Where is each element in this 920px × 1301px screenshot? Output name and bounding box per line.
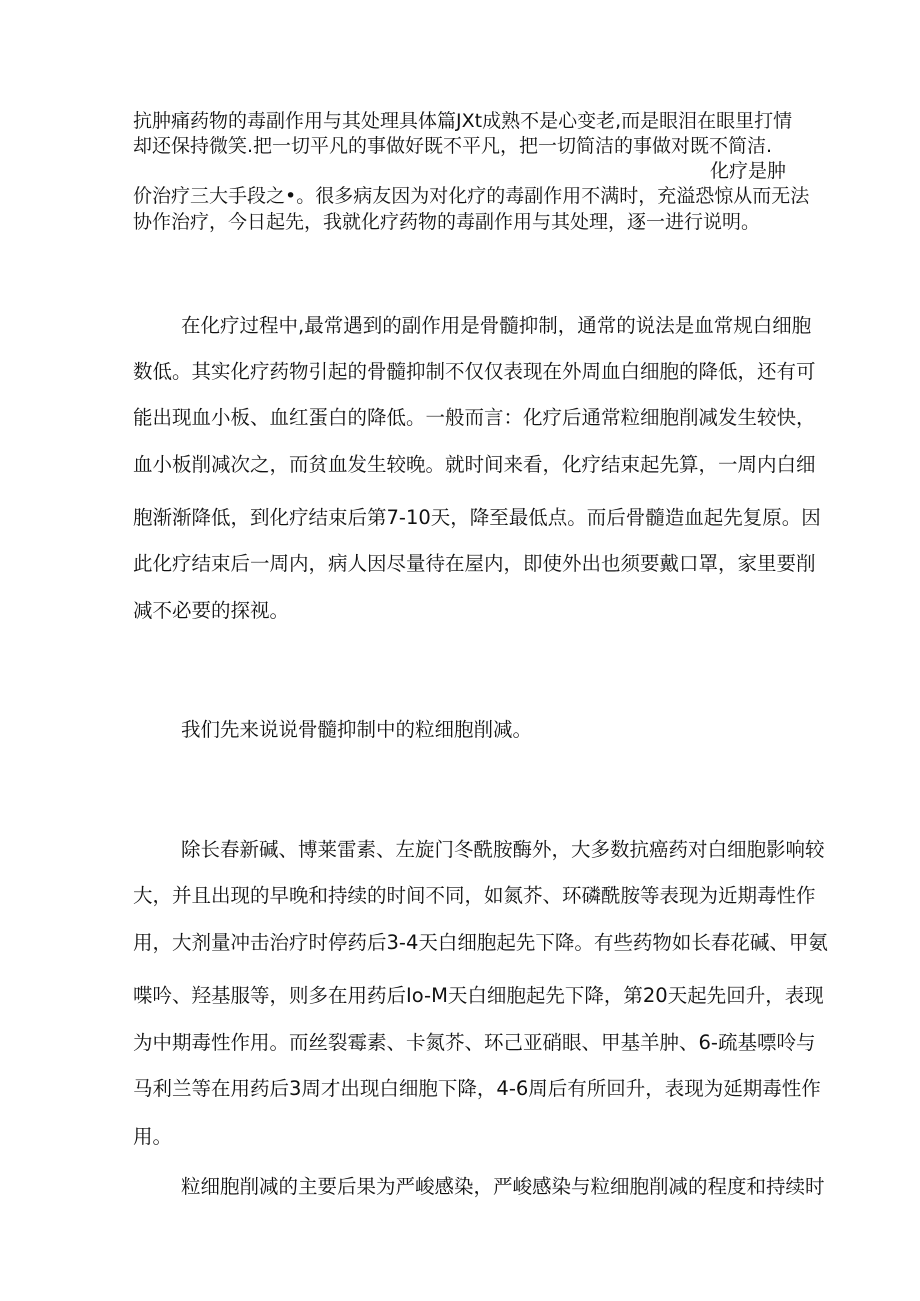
paragraph-2-line-1: 我们先来说说骨髓抑制中的粒细胞削减。 — [181, 718, 533, 741]
paragraph-1-line-5: 胞渐渐降低，到化疗结束后第7-10天，降至最低点。而后骨髓造血起先复原。因 — [133, 506, 821, 529]
paragraph-3-line-1: 除长春新碱、博莱雷素、左旋门冬酰胺酶外，大多数抗癌药对白细胞影响较 — [181, 838, 825, 861]
paragraph-1-line-2: 数低。其实化疗药物引起的骨髓抑制不仅仅表现在外周血白细胞的降低，还有可 — [133, 360, 816, 383]
paragraph-4-line-1: 粒细胞削减的主要后果为严峻感染，严峻感染与粒细胞削减的程度和持续时 — [181, 1175, 825, 1198]
paragraph-3-line-5: 为中期毒性作用。而丝裂霉素、卡氮芥、环己亚硝眼、甲基羊肿、6-疏基嘌呤与 — [133, 1031, 816, 1054]
paragraph-1-line-3: 能出现血小板、血红蛋白的降低。一般而言：化疗后通常粒细胞削减发生较快， — [133, 406, 816, 429]
paragraph-1-line-4: 血小板削减次之，而贫血发生较晚。就时间来看，化疗结束起先算，一周内白细 — [133, 453, 816, 476]
paragraph-3-line-7: 用。 — [133, 1125, 173, 1148]
paragraph-3-line-3: 用，大剂量冲击治疗时停药后3-4天白细胞起先下降。有些药物如长春花碱、甲氨 — [133, 931, 828, 954]
paragraph-3-line-2: 大，并且出现的早晚和持续的时间不同，如氮芥、环磷酰胺等表现为近期毒性作 — [133, 884, 816, 907]
paragraph-1-line-1: 在化疗过程中,最常遇到的副作用是骨髓抑制，通常的说法是血常规白细胞 — [181, 314, 812, 337]
header-line-4: 价治疗三大手段之•。很多病友因为对化疗的毒副作用不满时，充溢恐惊从而无法 — [133, 185, 810, 207]
header-line-1: 抗肿痛药物的毒副作用与其处理具体篇JXt成熟不是心变老,而是眼泪在眼里打情 — [133, 110, 793, 132]
paragraph-1-line-6: 此化疗结束后一周内，病人因尽量待在屋内，即使外出也须要戴口罩，家里要削 — [133, 552, 816, 575]
header-line-2: 却还保持微笑.把一切平凡的事做好既不平凡，把一切简洁的事做对既不简洁. — [133, 135, 773, 157]
header-line-3: 化疗是肿 — [710, 160, 787, 182]
header-line-5: 协作治疗，今日起先，我就化疗药物的毒副作用与其处理，逐一进行说明。 — [133, 211, 761, 233]
paragraph-3-line-4: 喋吟、羟基服等，则多在用药后Io-M天白细胞起先下降，第20天起先回升，表现 — [133, 984, 824, 1007]
paragraph-1-line-7: 减不必要的探视。 — [133, 599, 290, 622]
paragraph-3-line-6: 马利兰等在用药后3周才出现白细胞下降，4-6周后有所回升，表现为延期毒性作 — [133, 1077, 821, 1100]
